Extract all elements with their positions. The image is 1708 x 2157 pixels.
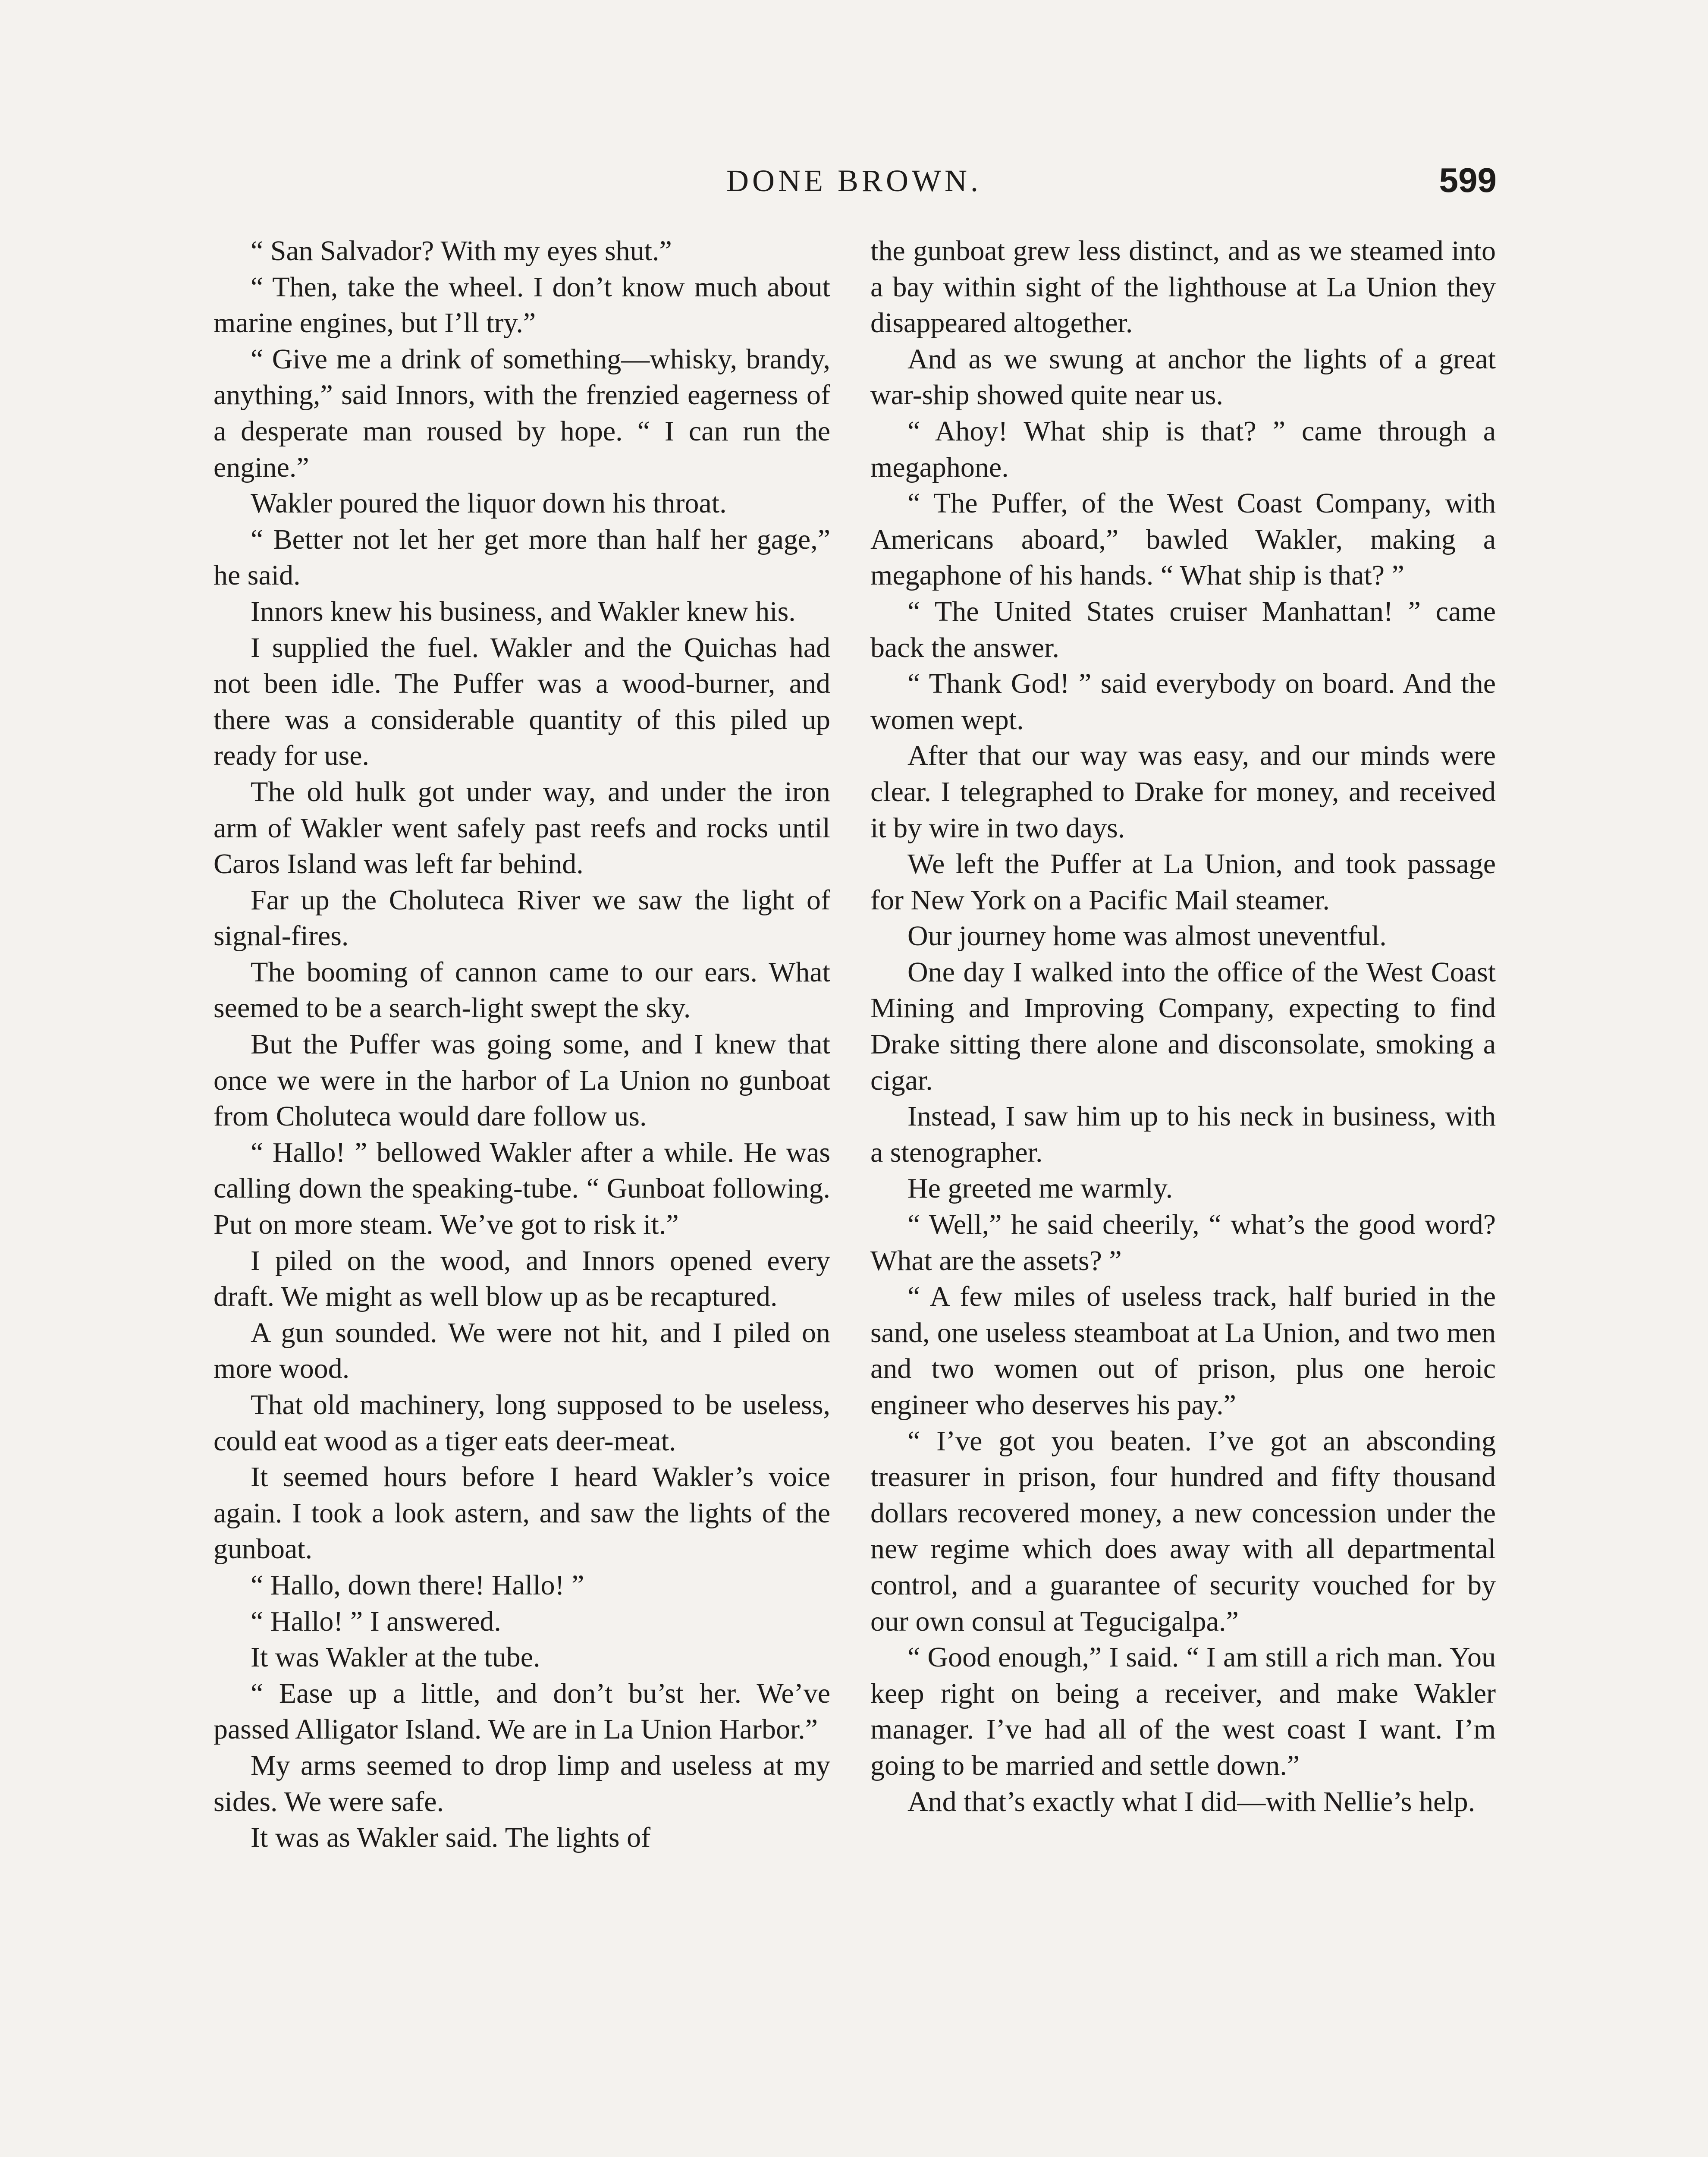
paragraph: One day I walked into the office of the West Coast Mining and Improving Company, expecting to find Drake sitting there alone and disconsolate, smoking a cigar. bbox=[870, 956, 1496, 1096]
paragraph: “ Good enough,” I said. “ I am still a rich man. You keep right on being a receiver, and make Wakler manager. I’ve had all of the west coast I want. I’m going to be married and settle down.” bbox=[870, 1641, 1496, 1781]
paragraph: “ Then, take the wheel. I don’t know much about marine engines, but I’ll try.” bbox=[214, 271, 830, 339]
paragraph-continued: the gunboat grew less distinct, and as we steamed into a bay within sight of the lighthouse at La Union they disappeared altogether. bbox=[870, 235, 1496, 339]
paragraph: “ The United States cruiser Manhattan! ” came back the answer. bbox=[870, 595, 1496, 663]
paragraph: “ Ease up a little, and don’t bu’st her. We’ve passed Alligator Island. We are in La Union Harbor.” bbox=[214, 1677, 830, 1745]
paragraph: That old machinery, long supposed to be useless, could eat wood as a tiger eats deer-meat. bbox=[214, 1389, 830, 1457]
paragraph: He greeted me warmly. bbox=[907, 1173, 1173, 1204]
paragraph: Instead, I saw him up to his neck in business, with a stenographer. bbox=[870, 1101, 1496, 1168]
paragraph: “ Hallo, down there! Hallo! ” bbox=[251, 1569, 584, 1601]
paragraph: “ The Puffer, of the West Coast Company, with Americans aboard,” bawled Wakler, making a megaphone of his hands. “ What ship is that? ” bbox=[870, 487, 1496, 591]
paragraph: After that our way was easy, and our minds were clear. I telegraphed to Drake for money, and received it by wire in two days. bbox=[870, 740, 1496, 844]
paragraph: Our journey home was almost uneventful. bbox=[907, 920, 1387, 952]
paragraph: Wakler poured the liquor down his throat. bbox=[251, 487, 727, 519]
paragraph: My arms seemed to drop limp and useless at my sides. We were safe. bbox=[214, 1749, 830, 1817]
paragraph: “ Thank God! ” said everybody on board. And the women wept. bbox=[870, 668, 1496, 736]
paragraph: I piled on the wood, and Innors opened every draft. We might as well blow up as be recaptured. bbox=[214, 1245, 830, 1313]
paragraph: “ Better not let her get more than half her gage,” he said. bbox=[214, 523, 830, 591]
paragraph: “ A few miles of useless track, half buried in the sand, one useless steamboat at La Union, and two men and two women out of prison, plus one heroic engineer who deserves his pay.” bbox=[870, 1281, 1496, 1421]
paragraph: Far up the Choluteca River we saw the light of signal-fires. bbox=[214, 884, 830, 952]
paragraph: We left the Puffer at La Union, and took passage for New York on a Pacific Mail steamer. bbox=[870, 848, 1496, 916]
paragraph: A gun sounded. We were not hit, and I piled on more wood. bbox=[214, 1317, 830, 1385]
paragraph: It was as Wakler said. The lights of bbox=[251, 1822, 651, 1854]
running-title: DONE BROWN. bbox=[726, 164, 982, 198]
paragraph: Innors knew his business, and Wakler knew his. bbox=[251, 595, 796, 627]
paragraph: “ I’ve got you beaten. I’ve got an absconding treasurer in prison, four hundred and fifty thousand dollars recovered money, a new concession under the new regime which does away with all departmental control, and a guarantee of security vouched for by our own consul at Tegucigalpa.” bbox=[870, 1425, 1496, 1637]
paragraph: And that’s exactly what I did—with Nellie’s help. bbox=[907, 1786, 1476, 1817]
paragraph: It was Wakler at the tube. bbox=[251, 1641, 540, 1673]
paragraph: The booming of cannon came to our ears. What seemed to be a search-light swept the sky. bbox=[214, 956, 830, 1024]
right-column bbox=[870, 233, 1496, 1820]
paragraph: And as we swung at anchor the lights of a great war-ship showed quite near us. bbox=[870, 343, 1496, 411]
paragraph: “ Give me a drink of something—whisky, brandy, anything,” said Innors, with the frenzied eagerness of a desperate man roused by hope. “ I can run the engine.” bbox=[214, 343, 830, 483]
paragraph: “ San Salvador? With my eyes shut.” bbox=[251, 235, 672, 267]
paragraph: The old hulk got under way, and under the iron arm of Wakler went safely past reefs and rocks until Caros Island was left far behind. bbox=[214, 776, 830, 880]
paragraph: But the Puffer was going some, and I knew that once we were in the harbor of La Union no gunboat from Choluteca would dare follow us. bbox=[214, 1028, 830, 1132]
paragraph: “ Well,” he said cheerily, “ what’s the good word? What are the assets? ” bbox=[870, 1209, 1496, 1277]
page-number: 599 bbox=[1439, 161, 1497, 199]
left-column bbox=[214, 233, 830, 1856]
paragraph: “ Ahoy! What ship is that? ” came through a megaphone. bbox=[870, 415, 1496, 483]
paragraph: I supplied the fuel. Wakler and the Quichas had not been idle. The Puffer was a wood-burner, and there was a considerable quantity of this piled up ready for use. bbox=[214, 632, 830, 772]
paragraph: “ Hallo! ” I answered. bbox=[251, 1605, 501, 1637]
paragraph: “ Hallo! ” bellowed Wakler after a while. He was calling down the speaking-tube. “ Gunboat following. Put on more steam. We’ve got to risk it.” bbox=[214, 1136, 830, 1241]
paragraph: It seemed hours before I heard Wakler’s voice again. I took a look astern, and saw the lights of the gunboat. bbox=[214, 1461, 830, 1565]
